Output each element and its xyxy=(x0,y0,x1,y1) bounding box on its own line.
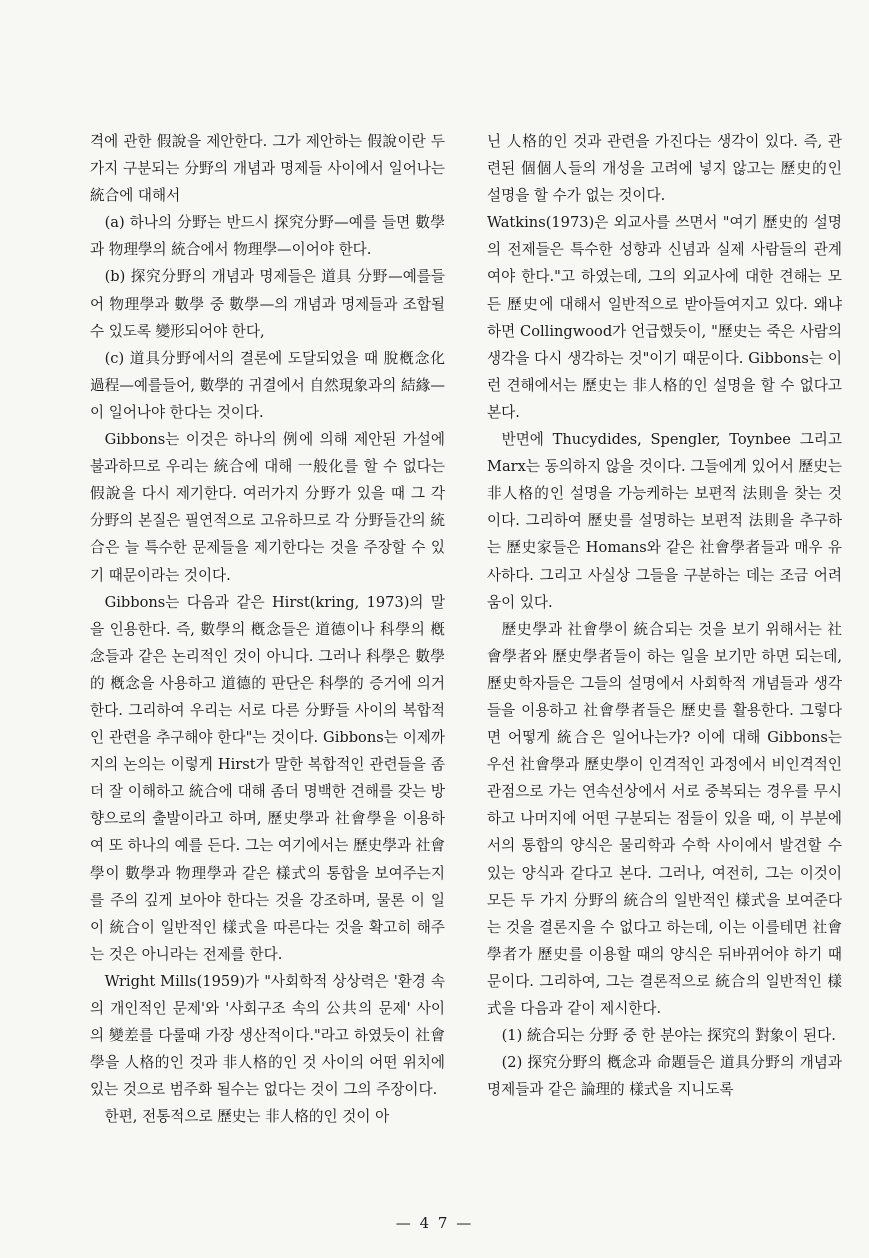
paragraph: (b) 探究分野의 개념과 명제들은 道具 分野—예를들어 物理學과 數學 중 數學—의 개념과 명제들과 조합될 수 있도록 變形되어야 한다, xyxy=(90,268,445,340)
paragraph: 격에 관한 假說을 제안한다. 그가 제안하는 假說이란 두 가지 구분되는 分野의 개념과 명제들 사이에서 일어나는 統合에 대해서 xyxy=(90,133,445,205)
paragraph: (a) 하나의 分野는 반드시 探究分野—예를 들면 數學과 物理學의 統合에서 物理學—이어야 한다. xyxy=(90,214,445,259)
paragraph: Gibbons는 이것은 하나의 例에 의해 제안된 가설에 불과하므로 우리는 統合에 대해 一般化를 할 수 없다는 假說을 다시 제기한다. 여러가지 分野가 있을 때 그 각 分野의 본질은 필연적으로 고유하므로 각 分野들간의 統合은 늘 특수한 문제들을 제기한다는 것을 주장할 수 있기 때문이라는 것이다. xyxy=(90,431,445,584)
paragraph: (2) 探究分野의 槪念과 命題들은 道具分野의 개념과 명제들과 같은 論理的 樣式을 지니도록 xyxy=(487,1054,842,1099)
right-column xyxy=(487,128,842,1103)
paragraph: (1) 統合되는 分野 중 한 분야는 探究의 對象이 된다. xyxy=(501,1027,836,1045)
paragraph: 반면에 Thucydides, Spengler, Toynbee 그리고 Marx는 동의하지 않을 것이다. 그들에게 있어서 歷史는 非人格的인 설명을 가능케하는 보편적 法則을 찾는 것이다. 그리하여 歷史를 설명하는 보편적 法則을 추구하는 歷史家들은 Homans와 같은 社會學者들과 매우 유사하다. 그리고 사실상 그들을 구분하는 데는 조금 어려움이 있다. xyxy=(487,431,842,611)
paragraph: 歷史學과 社會學이 統合되는 것을 보기 위해서는 社會學者와 歷史學者들이 하는 일을 보기만 하면 되는데, 歷史학자들은 그들의 설명에서 사회학적 개념들과 생각들을 이용하고 社會學者들은 歷史를 활용한다. 그렇다면 어떻게 統合은 일어나는가? 이에 대해 Gibbons는 우선 社會學과 歷史學이 인격적인 과정에서 비인격적인 관점으로 가는 연속선상에서 서로 중복되는 경우를 무시하고 나머지에 어떤 구분되는 점들이 있을 때, 이 부분에서의 통합의 양식은 물리학과 수학 사이에서 발견할 수 있는 양식과 같다고 본다. 그러나, 여전히, 그는 이것이 모든 두 가지 分野의 統合의 일반적인 樣式을 보여준다는 것을 결론지을 수 없다고 하는데, 이는 이를테면 社會學者가 歷史를 이용할 때의 양식은 뒤바뀌어야 하기 때문이다. 그리하여, 그는 결론적으로 統合의 일반적인 樣式을 다음과 같이 제시한다. xyxy=(487,620,842,1017)
page-number: — 4 7 — xyxy=(395,1214,474,1232)
paragraph: Watkins(1973)은 외교사를 쓰면서 "여기 歷史的 설명의 전제들은 특수한 성향과 신념과 실제 사람들의 관계여야 한다."고 하였는데, 그의 외교사에 대한 견해는 모든 歷史에 대해서 일반적으로 받아들여지고 있다. 왜냐하면 Collingwood가 언급했듯이, "歷史는 죽은 사람의 생각을 다시 생각하는 것"이기 때문이다. Gibbons는 이런 견해에서는 歷史는 非人格的인 설명을 할 수 없다고 본다. xyxy=(487,214,842,421)
paragraph: Gibbons는 다음과 같은 Hirst(kring, 1973)의 말을 인용한다. 즉, 數學의 槪念들은 道德이나 科學의 槪念들과 같은 논리적인 것이 아니다. 그러나 科學은 數學的 槪念을 사용하고 道德的 판단은 科學的 증거에 의거한다. 그리하여 우리는 서로 다른 分野들 사이의 복합적인 관련을 추구해야 한다"는 것이다. Gibbons는 이제까지의 논의는 이렇게 Hirst가 말한 복합적인 관련들을 좀 더 잘 이해하고 統合에 대해 좀더 명백한 견해를 갖는 방향으로의 출발이라고 하며, 歷史學과 社會學을 이용하여 또 하나의 예를 든다. 그는 여기에서는 歷史學과 社會學이 數學과 物理學과 같은 樣式의 통합을 보여주는지를 주의 깊게 보아야 한다는 것을 강조하며, 물론 이 일이 統合이 일반적인 樣式을 따른다는 것을 확고히 해주는 것은 아니라는 전제를 한다. xyxy=(90,593,445,963)
left-column xyxy=(90,128,445,1130)
paragraph: 닌 人格的인 것과 관련을 가진다는 생각이 있다. 즉, 관련된 個個人들의 개성을 고려에 넣지 않고는 歷史的인 설명을 할 수가 없는 것이다. xyxy=(487,133,842,205)
paragraph: 한편, 전통적으로 歷史는 非人格的인 것이 아 xyxy=(104,1108,390,1126)
paragraph: Wright Mills(1959)가 "사회학적 상상력은 '환경 속의 개인적인 문제'와 '사회구조 속의 公共의 문제' 사이의 變差를 다룰때 가장 생산적이다."라고 하였듯이 社會學을 人格的인 것과 非人格的인 것 사이의 어떤 위치에 있는 것으로 범주화 될수는 없다는 것이 그의 주장이다. xyxy=(90,972,445,1099)
paragraph: (c) 道具分野에서의 결론에 도달되었을 때 脫槪念化過程—예를들어, 數學的 귀결에서 自然現象과의 結緣—이 일어나야 한다는 것이다. xyxy=(90,349,445,421)
